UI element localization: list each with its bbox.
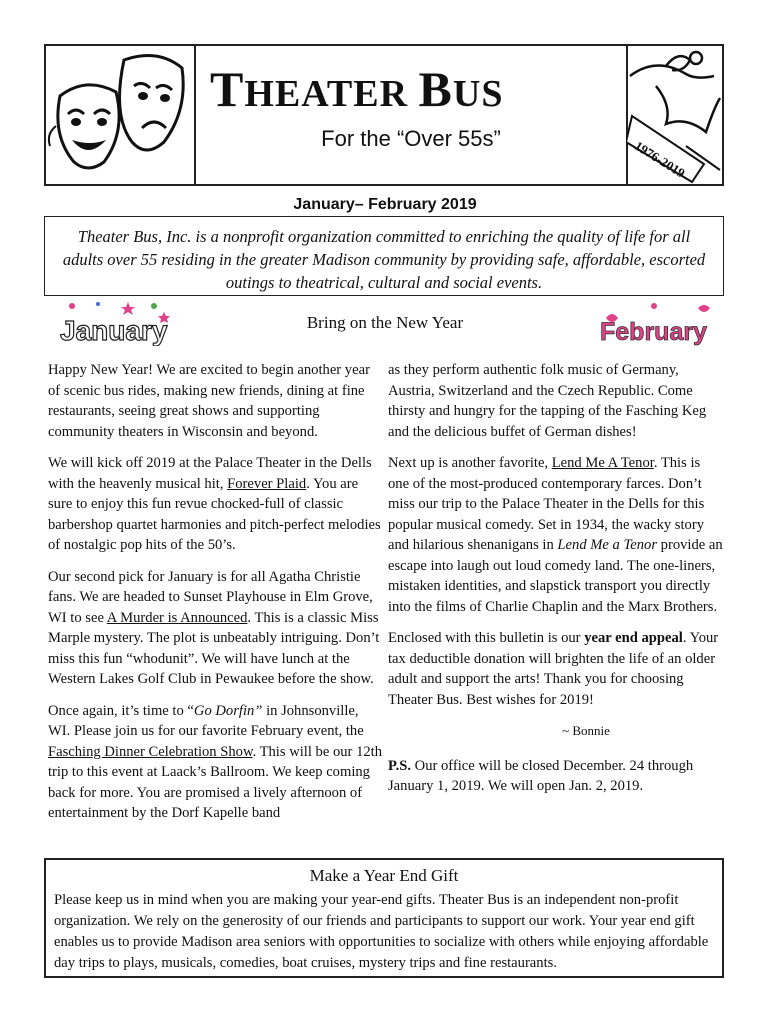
years-label: 1976-2019 xyxy=(632,138,688,181)
theater-masks-icon xyxy=(46,46,192,182)
title-word-theater: HEATER xyxy=(244,73,409,115)
february-word-art xyxy=(598,298,718,348)
newsletter-title xyxy=(210,61,504,117)
theater-masks-panel xyxy=(46,46,196,184)
title-panel xyxy=(196,46,628,184)
newsletter-subtitle: For the “Over 55s” xyxy=(321,126,501,151)
paragraph-lend-me-a-tenor: Next up is another favorite, Lend Me A Tenor. This is one of the most-produced contemporary farces. Don’t miss our trip to the Palace Theater in the Dells for this popular musical comedy. Set in 1934, the wacky story and hilarious shenanigans in Lend Me a Tenor provide an escape into laugh out loud comedy land. The one-liners, mistaken identities, and slapstick transport you directly into the films of Charlie Chaplin and the Marx Brothers. xyxy=(388,455,723,615)
right-column xyxy=(388,360,724,808)
show-title-fasching: Fasching Dinner Celebration Show xyxy=(48,743,253,760)
paragraph-intro: Happy New Year! We are excited to begin another year of scenic bus rides, making new friends, dining at fine restaurants, seeing great shows and supporting community theaters in Wisconsin and beyond. xyxy=(48,362,370,440)
february-word: February xyxy=(600,318,707,346)
title-word-bus: US xyxy=(452,73,504,115)
postscript: P.S. Our office will be closed December. 24 through January 1, 2019. We will open Jan. 2, 2019. xyxy=(388,757,694,794)
paragraph-fasching: Once again, it’s time to “Go Dorfin” in Johnsonville, WI. Please join us for our favorite February event, the Fasching Dinner Celebration Show. This will be our 12th trip to this event at Laack’s Ballroom. We keep coming back for more. You are promised a lively afternoon of entertainment by the Dorf Kapelle band xyxy=(48,702,383,821)
title-initial-b: B xyxy=(418,61,453,117)
issue-date: January– February 2019 xyxy=(293,196,477,213)
gift-body: Please keep us in mind when you are making your year-end gifts. Theater Bus is an independent non-profit organization. We rely on the generosity of our friends and participants to support our work. Your year end gift enables us to provide Madison area seniors with opportunities to socialize with others while enjoying affordable day trips to plays, musicals, comedies, boat cruises, mystery trips and fine restaurants. xyxy=(54,892,709,971)
paragraph-year-end-appeal: Enclosed with this bulletin is our year end appeal. Your tax deductible donation will brighten the life of an older adult and support the arts! Thank you for choosing Theater Bus. Best wishes for 2019! xyxy=(388,630,719,708)
show-title-lend-me-a-tenor: Lend Me A Tenor xyxy=(551,455,654,471)
paragraph-fasching-continued: as they perform authentic folk music of Germany, Austria, Switzerland and the Czech Republic. Come thirsty and hungry for the tapping of the Fasching Keg and the delicious buffet of German dishes! xyxy=(388,362,707,440)
section-heading: Bring on the New Year xyxy=(306,313,464,332)
show-title-forever-plaid: Forever Plaid xyxy=(227,475,307,492)
mission-statement: Theater Bus, Inc. is a nonprofit organization committed to enriching the quality of life for all adults over 55 residing in the greater Madison community by providing safe, affordable, escorted outings to theatrical, cultural and social events. xyxy=(44,216,724,296)
show-title-murder-announced: A Murder is Announced xyxy=(106,609,248,626)
paragraph-murder-announced: Our second pick for January is for all Agatha Christie fans. We are headed to Sunset Playhouse in Elm Grove, WI to see A Murder is Announced. This is a classic Miss Marple mystery. The plot is unbeatably intriguing. Don’t miss this fun “whodunit”. We will have lunch at the Western Lakes Golf Club in Pewaukee before the show. xyxy=(48,568,380,687)
dancer-panel xyxy=(626,46,722,184)
masthead xyxy=(44,44,724,186)
year-end-gift-box xyxy=(44,858,724,978)
paragraph-forever-plaid: We will kick off 2019 at the Palace Theater in the Dells with the heavenly musical hit, Forever Plaid. You are sure to enjoy this fun revue chocked-full of classic barbershop quartet harmonies and pitch-perfect melodies of nostalgic pop hits of the 50’s. xyxy=(48,455,381,553)
left-column xyxy=(48,360,384,835)
signoff: ~ Bonnie xyxy=(562,723,610,738)
gift-title: Make a Year End Gift xyxy=(309,866,459,885)
title-initial-t: T xyxy=(210,61,245,117)
january-word: January xyxy=(60,315,168,346)
